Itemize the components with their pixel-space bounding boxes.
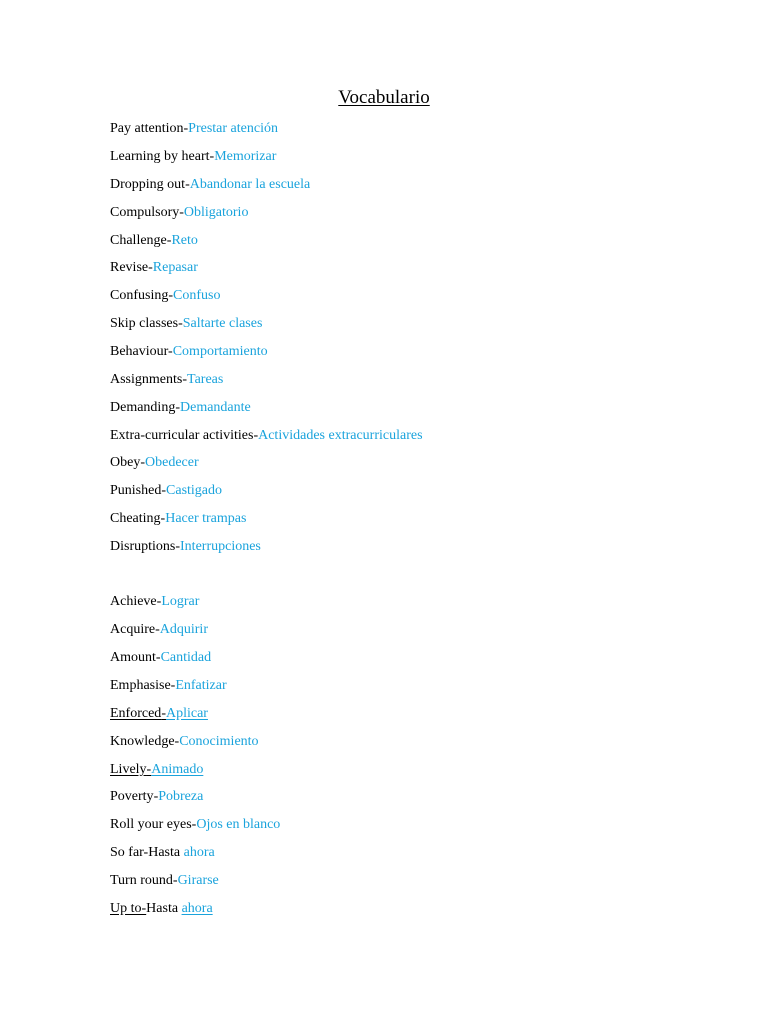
page-title: Vocabulario	[338, 87, 430, 108]
english-term: Demanding	[110, 400, 176, 415]
vocab-entry: Learning by heart-Memorizar	[110, 149, 277, 164]
vocab-entry: Enforced-Aplicar	[110, 706, 208, 721]
spanish-translation: Abandonar la escuela	[189, 177, 311, 192]
english-term: Compulsory	[110, 205, 180, 220]
spanish-translation: Demandante	[180, 400, 251, 415]
vocab-entry: Assignments-Tareas	[110, 372, 224, 387]
spanish-translation-prefix: Hasta	[148, 845, 184, 860]
spanish-translation: Lograr	[161, 594, 200, 609]
vocab-entry: Confusing-Confuso	[110, 288, 221, 303]
english-term: Behaviour	[110, 344, 169, 359]
english-term: Knowledge	[110, 734, 175, 749]
spanish-translation: Adquirir	[159, 622, 208, 637]
english-term: Amount	[110, 650, 156, 665]
english-term: Disruptions	[110, 539, 176, 554]
english-term: Lively	[110, 762, 147, 777]
spanish-translation: Ojos en blanco	[196, 817, 281, 832]
vocab-entry: Dropping out-Abandonar la escuela	[110, 177, 311, 192]
spanish-translation: Actividades extracurriculares	[258, 428, 423, 443]
english-term: Learning by heart	[110, 149, 210, 164]
english-term: So far	[110, 845, 144, 860]
vocab-entry: Challenge-Reto	[110, 233, 198, 248]
vocab-entry: Achieve-Lograr	[110, 594, 200, 609]
vocab-entry: Amount-Cantidad	[110, 650, 212, 665]
english-term: Cheating	[110, 511, 161, 526]
english-term: Poverty	[110, 789, 154, 804]
english-term: Obey	[110, 455, 141, 470]
spanish-translation: Castigado	[166, 483, 223, 498]
spanish-translation: Animado	[151, 762, 204, 777]
english-term: Achieve	[110, 594, 157, 609]
spanish-translation-prefix: Hasta	[146, 901, 182, 916]
english-term: Extra-curricular activities	[110, 428, 254, 443]
spanish-translation: Interrupciones	[180, 539, 261, 554]
spanish-translation: Cantidad	[160, 650, 212, 665]
english-term: Turn round	[110, 873, 173, 888]
vocab-entry: Up to-Hasta ahora	[110, 901, 213, 916]
vocab-entry: Pay attention-Prestar atención	[110, 121, 278, 136]
spanish-translation: Tareas	[187, 372, 224, 387]
vocab-entry: Cheating-Hacer trampas	[110, 511, 247, 526]
spanish-translation: Aplicar	[165, 706, 208, 721]
spanish-translation: ahora	[183, 845, 215, 860]
spanish-translation: Obedecer	[145, 455, 199, 470]
spanish-translation: Repasar	[152, 260, 198, 275]
spanish-translation: Obligatorio	[183, 205, 249, 220]
english-term: Revise	[110, 260, 149, 275]
spanish-translation: Hacer trampas	[165, 511, 247, 526]
spanish-translation: Enfatizar	[175, 678, 227, 693]
spanish-translation: ahora	[181, 901, 213, 916]
vocab-entry: Obey-Obedecer	[110, 455, 199, 470]
english-term: Skip classes	[110, 316, 179, 331]
vocab-entry: So far-Hasta ahora	[110, 845, 215, 860]
vocab-entry: Disruptions-Interrupciones	[110, 539, 261, 554]
vocab-entry: Turn round-Girarse	[110, 873, 219, 888]
vocab-entry: Compulsory-Obligatorio	[110, 205, 249, 220]
english-term: Punished	[110, 483, 162, 498]
spanish-translation: Confuso	[173, 288, 221, 303]
spanish-translation: Prestar atención	[188, 121, 278, 136]
english-term: Challenge	[110, 233, 167, 248]
english-term: Acquire	[110, 622, 156, 637]
vocab-entry: Extra-curricular activities-Actividades extracurriculares	[110, 428, 423, 443]
spanish-translation: Conocimiento	[179, 734, 259, 749]
vocab-entry: Demanding-Demandante	[110, 400, 251, 415]
vocab-entry: Behaviour-Comportamiento	[110, 344, 268, 359]
spanish-translation: Comportamiento	[172, 344, 268, 359]
vocab-entry: Acquire-Adquirir	[110, 622, 208, 637]
spanish-translation: Girarse	[177, 873, 219, 888]
vocab-entry: Revise-Repasar	[110, 260, 198, 275]
english-term: Confusing	[110, 288, 169, 303]
vocab-entry: Skip classes-Saltarte clases	[110, 316, 263, 331]
english-term: Emphasise	[110, 678, 171, 693]
english-term: Enforced	[110, 706, 162, 721]
vocab-entry: Punished-Castigado	[110, 483, 223, 498]
vocab-entry: Lively-Animado	[110, 762, 204, 777]
vocab-entry: Roll your eyes-Ojos en blanco	[110, 817, 281, 832]
english-term: Dropping out	[110, 177, 186, 192]
spanish-translation: Saltarte clases	[182, 316, 263, 331]
english-term: Roll your eyes	[110, 817, 192, 832]
vocab-entry: Emphasise-Enfatizar	[110, 678, 227, 693]
vocab-entry: Knowledge-Conocimiento	[110, 734, 259, 749]
english-term: Pay attention	[110, 121, 184, 136]
spanish-translation: Pobreza	[158, 789, 204, 804]
english-term: Assignments	[110, 372, 183, 387]
english-term: Up to	[110, 901, 142, 916]
spanish-translation: Reto	[171, 233, 198, 248]
vocab-entry: Poverty-Pobreza	[110, 789, 204, 804]
spanish-translation: Memorizar	[214, 149, 277, 164]
